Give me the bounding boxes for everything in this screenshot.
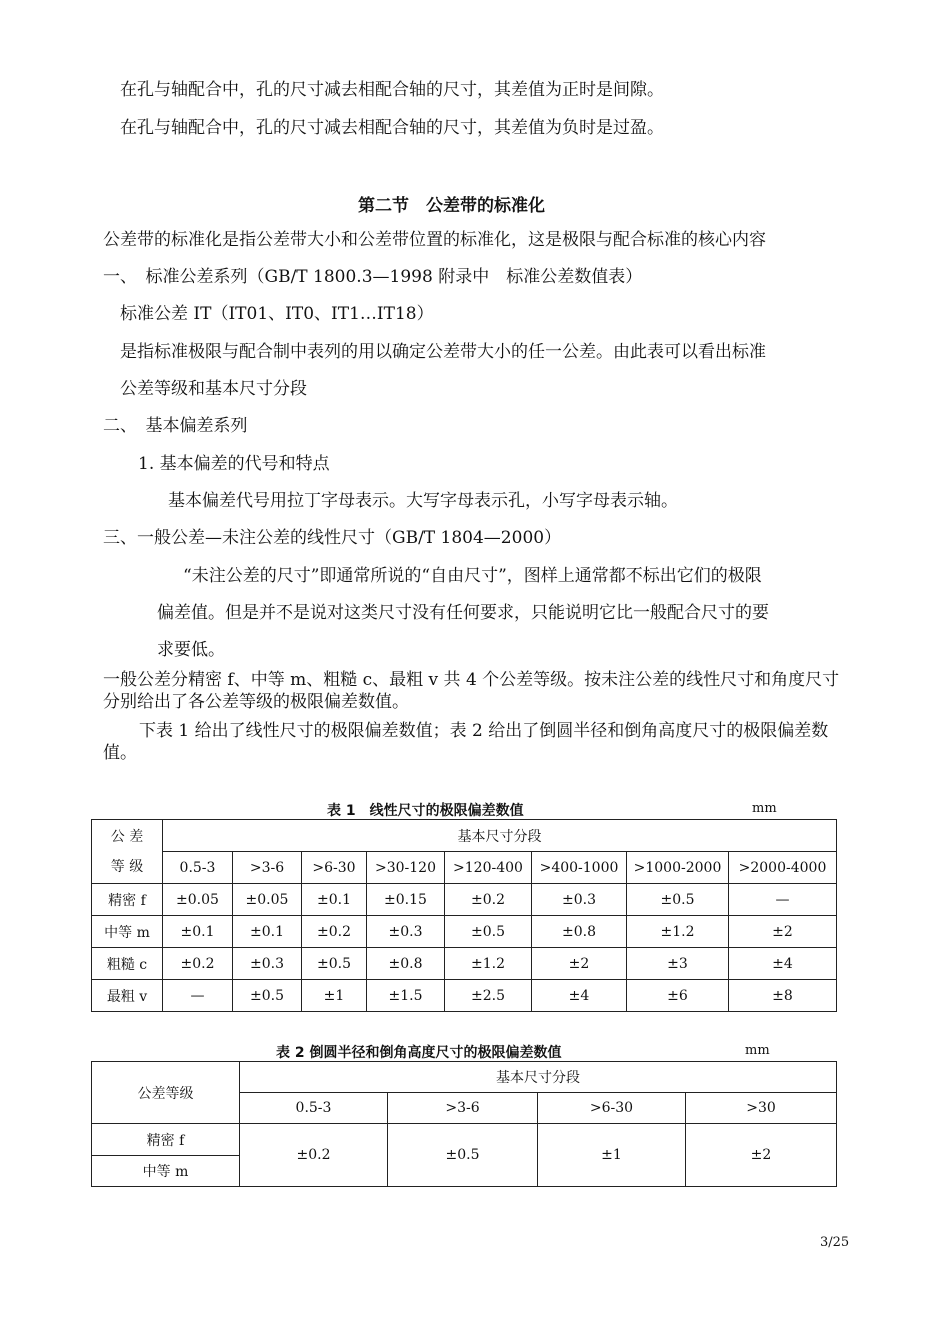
table1-caption: 表 1 线性尺寸的极限偏差数值 [327,803,524,819]
table1-row-fine [92,884,837,916]
table2-value-cell: ±0.2 [240,1124,388,1187]
table1-grade-cell: 中等 m [92,916,163,948]
table1-col-header: >3-6 [233,852,302,884]
table2-corner-cell: 公差等级 [92,1062,240,1124]
table2-col-header: >6-30 [538,1093,686,1124]
table1-value-cell: ±0.3 [367,916,445,948]
table2-grade-cell: 中等 m [92,1156,240,1187]
table1-row-medium [92,916,837,948]
page-number: 3/25 [820,1235,850,1250]
table1-row-very-coarse [92,980,837,1012]
table1-value-cell: ±0.5 [233,980,302,1012]
table1-value-cell: ±2.5 [445,980,532,1012]
table1-value-cell: ±1.5 [367,980,445,1012]
table1-col-header: >120-400 [445,852,532,884]
table1-value-cell: ±6 [627,980,729,1012]
table1-corner-line1: 公 差 [110,828,144,845]
table1-value-cell: ±0.05 [233,884,302,916]
table1-value-cell: ±0.2 [445,884,532,916]
paragraph-deviation-letters: 基本偏差代号用拉丁字母表示。大写字母表示孔，小写字母表示轴。 [168,491,678,511]
table1-column-header-row [92,852,837,884]
table1-value-cell: ±1.2 [445,948,532,980]
table1-value-cell: ±0.1 [163,916,233,948]
table1-grade-cell: 粗糙 c [92,948,163,980]
table1-value-cell: ±0.3 [233,948,302,980]
paragraph-tolerance-grades: 一般公差分精密 f、中等 m、粗糙 c、最粗 v 共 4 个公差等级。按未注公差的线性尺寸和角度尺寸分别给出了各公差等级的极限偏差数值。 [103,670,840,712]
table2-col-header: 0.5-3 [240,1093,388,1124]
table1-value-cell: ±0.05 [163,884,233,916]
table1-value-cell: ±8 [729,980,837,1012]
table2-col-header: >30 [686,1093,837,1124]
table1-value-cell: ±0.3 [532,884,627,916]
table2-chamfer-deviations [91,1061,837,1187]
table1-row-coarse [92,948,837,980]
table1-col-header: >400-1000 [532,852,627,884]
table1-value-cell: ±1 [302,980,367,1012]
paragraph-standardization: 公差带的标准化是指公差带大小和公差带位置的标准化，这是极限与配合标准的核心内容 [103,230,766,250]
table1-group-header: 基本尺寸分段 [163,820,837,852]
table2-caption: 表 2 倒圆半径和倒角高度尺寸的极限偏差数值 [276,1045,562,1061]
table1-value-cell: ±3 [627,948,729,980]
table2-row-fine [92,1124,837,1156]
table1-value-cell: ±4 [729,948,837,980]
heading-general-tolerance: 三、一般公差—未注公差的线性尺寸（GB/T 1804—2000） [103,528,562,548]
table1-col-header: >1000-2000 [627,852,729,884]
paragraph-table-intro: 下表 1 给出了线性尺寸的极限偏差数值；表 2 给出了倒圆半径和倒角高度尺寸的极限偏差数值。 [103,721,829,763]
paragraph-it-definition: 是指标准极限与配合制中表列的用以确定公差带大小的任一公差。由此表可以看出标准 [120,342,766,362]
table1-value-cell: ±0.1 [233,916,302,948]
table2-group-header: 基本尺寸分段 [240,1062,837,1093]
table1-corner-cell [92,820,163,884]
table1-value-cell: ±0.2 [163,948,233,980]
paragraph-clearance: 在孔与轴配合中，孔的尺寸减去相配合轴的尺寸，其差值为正时是间隙。 [120,80,664,100]
table1-value-cell: ±0.5 [302,948,367,980]
subheading-deviation-codes: 1. 基本偏差的代号和特点 [138,454,330,474]
table2-value-cell: ±1 [538,1124,686,1187]
paragraph-interference: 在孔与轴配合中，孔的尺寸减去相配合轴的尺寸，其差值为负时是过盈。 [120,118,664,138]
table1-value-cell: — [163,980,233,1012]
table1-linear-deviations [91,819,837,1012]
table2-unit: mm [745,1043,770,1058]
table1-unit: mm [752,801,777,816]
paragraph-free-dimension: “未注公差的尺寸”即通常所说的“自由尺寸”，图样上通常都不标出它们的极限 [183,566,762,586]
table1-value-cell: ±2 [532,948,627,980]
table1-col-header: >2000-4000 [729,852,837,884]
table1-value-cell: ±0.5 [445,916,532,948]
section-title: 第二节 公差带的标准化 [358,196,545,216]
table1-value-cell: ±1.2 [627,916,729,948]
table1-value-cell: ±0.2 [302,916,367,948]
table1-value-cell: ±4 [532,980,627,1012]
table2-grade-cell: 精密 f [92,1124,240,1156]
table1-col-header: 0.5-3 [163,852,233,884]
table1-grade-cell: 精密 f [92,884,163,916]
paragraph-free-dimension-end: 求要低。 [157,640,225,660]
table2-value-cell: ±2 [686,1124,837,1187]
table1-value-cell: ±2 [729,916,837,948]
table1-col-header: >6-30 [302,852,367,884]
paragraph-it-definition-cont: 公差等级和基本尺寸分段 [120,379,307,399]
table1-value-cell: ±0.15 [367,884,445,916]
table1-value-cell: ±0.8 [367,948,445,980]
table2-value-cell: ±0.5 [388,1124,538,1187]
table1-corner-line2: 等 级 [110,858,144,875]
paragraph-it-grades: 标准公差 IT（IT01、IT0、IT1…IT18） [120,304,434,324]
table1-value-cell: ±0.8 [532,916,627,948]
table1-value-cell: ±0.5 [627,884,729,916]
table1-grade-cell: 最粗 v [92,980,163,1012]
heading-standard-tolerance: 一、 标准公差系列（GB/T 1800.3—1998 附录中 标准公差数值表） [103,267,643,287]
heading-basic-deviation: 二、 基本偏差系列 [103,416,248,436]
table1-value-cell: ±0.1 [302,884,367,916]
table1-col-header: >30-120 [367,852,445,884]
table2-col-header: >3-6 [388,1093,538,1124]
table1-value-cell: — [729,884,837,916]
paragraph-free-dimension-cont: 偏差值。但是并不是说对这类尺寸没有任何要求，只能说明它比一般配合尺寸的要 [157,603,769,623]
